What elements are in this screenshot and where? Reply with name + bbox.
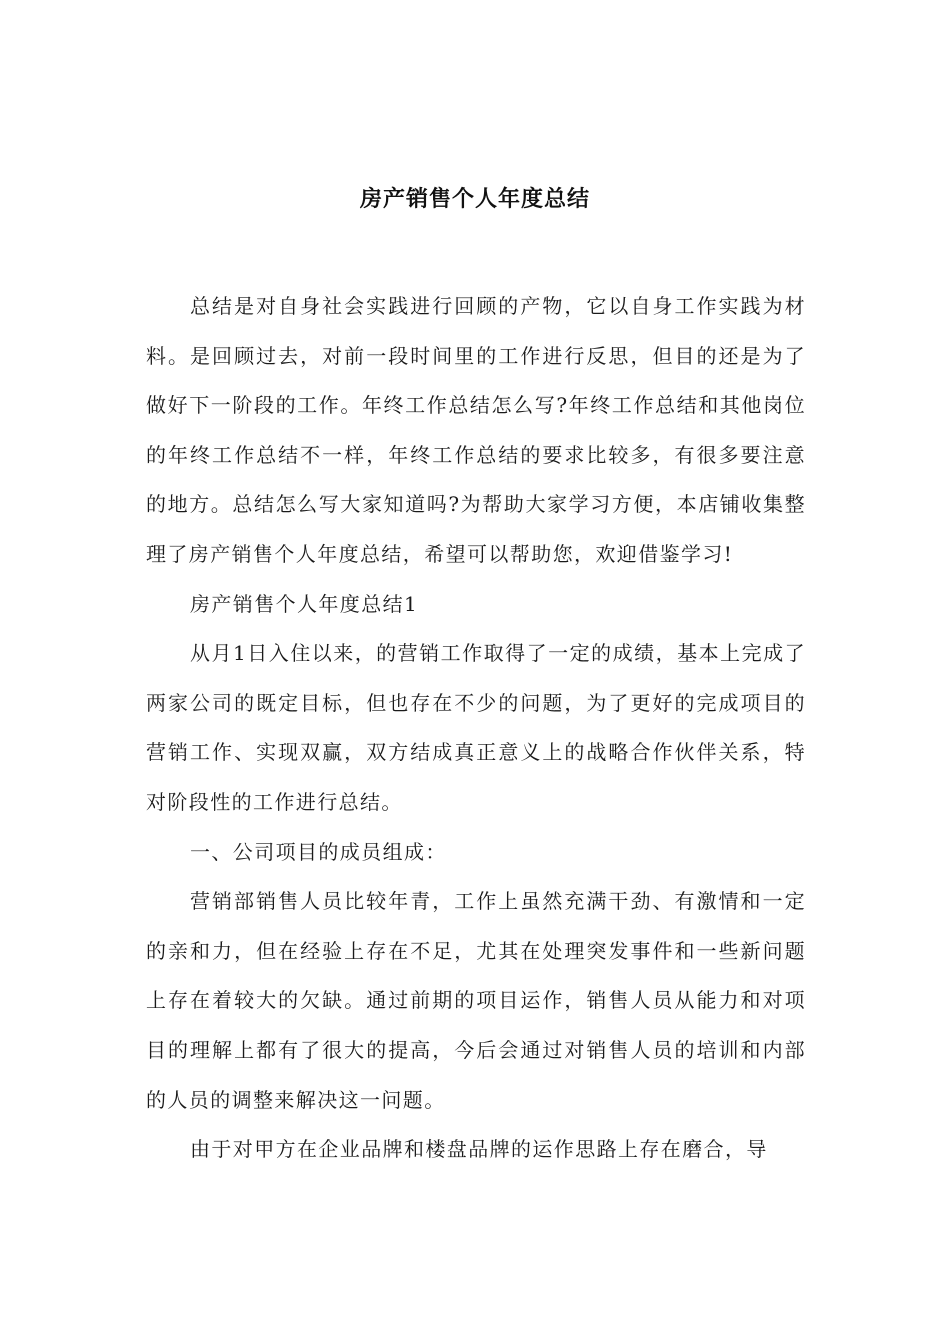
paragraph: 由于对甲方在企业品牌和楼盘品牌的运作思路上存在磨合，导 (190, 1137, 768, 1162)
document-body (146, 282, 806, 1175)
document-title: 房产销售个人年度总结 (359, 187, 590, 212)
paragraph: 营销部销售人员比较年青，工作上虽然充满干劲、有激情和一定的亲和力，但在经验上存在不足，尤其在处理突发事件和一些新问题上存在着较大的欠缺。通过前期的项目运作，销售人员从能力和对项目的理解上都有了很大的提高，今后会通过对销售人员的培训和内部的人员的调整来解决这一问题。 (146, 889, 806, 1112)
paragraph-intro: 总结是对自身社会实践进行回顾的产物，它以自身工作实践为材料。是回顾过去，对前一段时间里的工作进行反思，但目的还是为了做好下一阶段的工作。年终工作总结怎么写?年终工作总结和其他岗位的年终工作总结不一样，年终工作总结的要求比较多，有很多要注意的地方。总结怎么写大家知道吗?为帮助大家学习方便，本店铺收集整理了房产销售个人年度总结，希望可以帮助您，欢迎借鉴学习! (146, 294, 806, 566)
paragraph: 从月1日入住以来，的营销工作取得了一定的成绩，基本上完成了两家公司的既定目标，但也存在不少的问题，为了更好的完成项目的营销工作、实现双赢，双方结成真正意义上的战略合作伙伴关系，特对阶段性的工作进行总结。 (146, 641, 806, 814)
subsection-heading: 一、公司项目的成员组成： (190, 839, 447, 864)
section-heading: 房产销售个人年度总结1 (190, 591, 419, 616)
